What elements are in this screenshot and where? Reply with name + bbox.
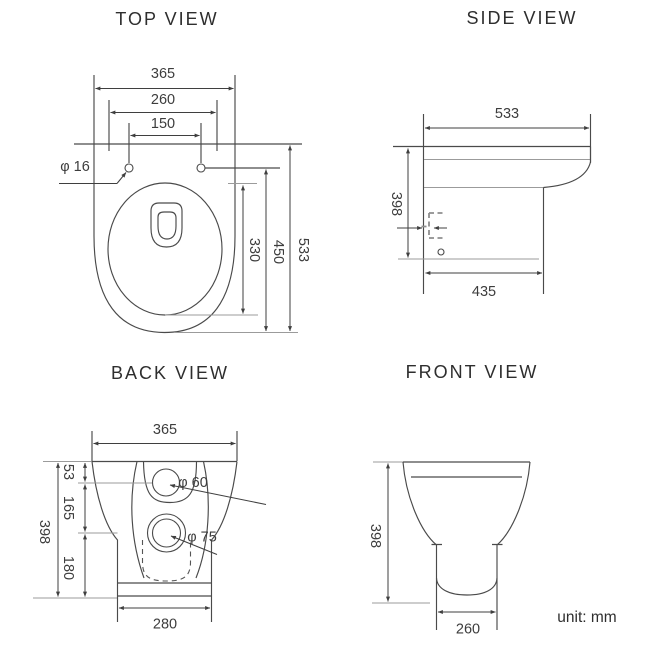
back-outline-left — [92, 462, 118, 597]
back-view-title: BACK VIEW — [110, 362, 230, 383]
dim-165: 165 — [60, 495, 77, 521]
dim-398-side: 398 — [388, 191, 405, 217]
dim-180: 180 — [60, 555, 77, 581]
back-view — [33, 363, 266, 633]
unit-label: unit: mm — [557, 609, 617, 627]
seat-hole-left — [125, 164, 133, 172]
side-view-title: SIDE VIEW — [466, 7, 578, 28]
drain-spot-outer — [151, 203, 182, 247]
top-view-title: TOP VIEW — [115, 8, 219, 29]
dim-450: 450 — [270, 239, 287, 265]
dim-533-top: 533 — [295, 237, 312, 263]
dim-533-side: 533 — [494, 105, 520, 122]
front-view-title: FRONT VIEW — [405, 361, 539, 382]
dim-365-top: 365 — [150, 65, 176, 82]
seat-hole-right — [197, 164, 205, 172]
wall-bracket-dashed — [422, 213, 444, 238]
dim-phi60: φ 60 — [178, 474, 208, 491]
dim-330: 330 — [246, 237, 263, 263]
dim-53: 53 — [60, 463, 77, 481]
outlet-hole-phi75-inner — [153, 519, 181, 547]
ext-365-top — [94, 75, 235, 144]
dim-150: 150 — [150, 115, 176, 132]
dim-phi75: φ 75 — [187, 529, 217, 546]
dim-398-front: 398 — [367, 523, 384, 549]
top-view — [59, 9, 311, 333]
dim-365-back: 365 — [152, 421, 178, 438]
side-fixing-hole — [438, 249, 444, 255]
dim-435: 435 — [471, 283, 497, 300]
inlet-hole-phi60 — [153, 469, 180, 496]
side-front-curve — [544, 147, 591, 188]
dim-phi16: φ 16 — [60, 158, 90, 175]
front-view — [367, 362, 538, 638]
drain-spot-inner — [158, 212, 176, 239]
front-outline — [403, 462, 530, 595]
dim-398-back: 398 — [36, 519, 53, 545]
dim-260-front: 260 — [455, 621, 481, 638]
phi16-leader-arrow — [117, 173, 126, 184]
dim-280: 280 — [152, 616, 178, 633]
dim-260: 260 — [150, 91, 176, 108]
side-view — [388, 8, 590, 300]
